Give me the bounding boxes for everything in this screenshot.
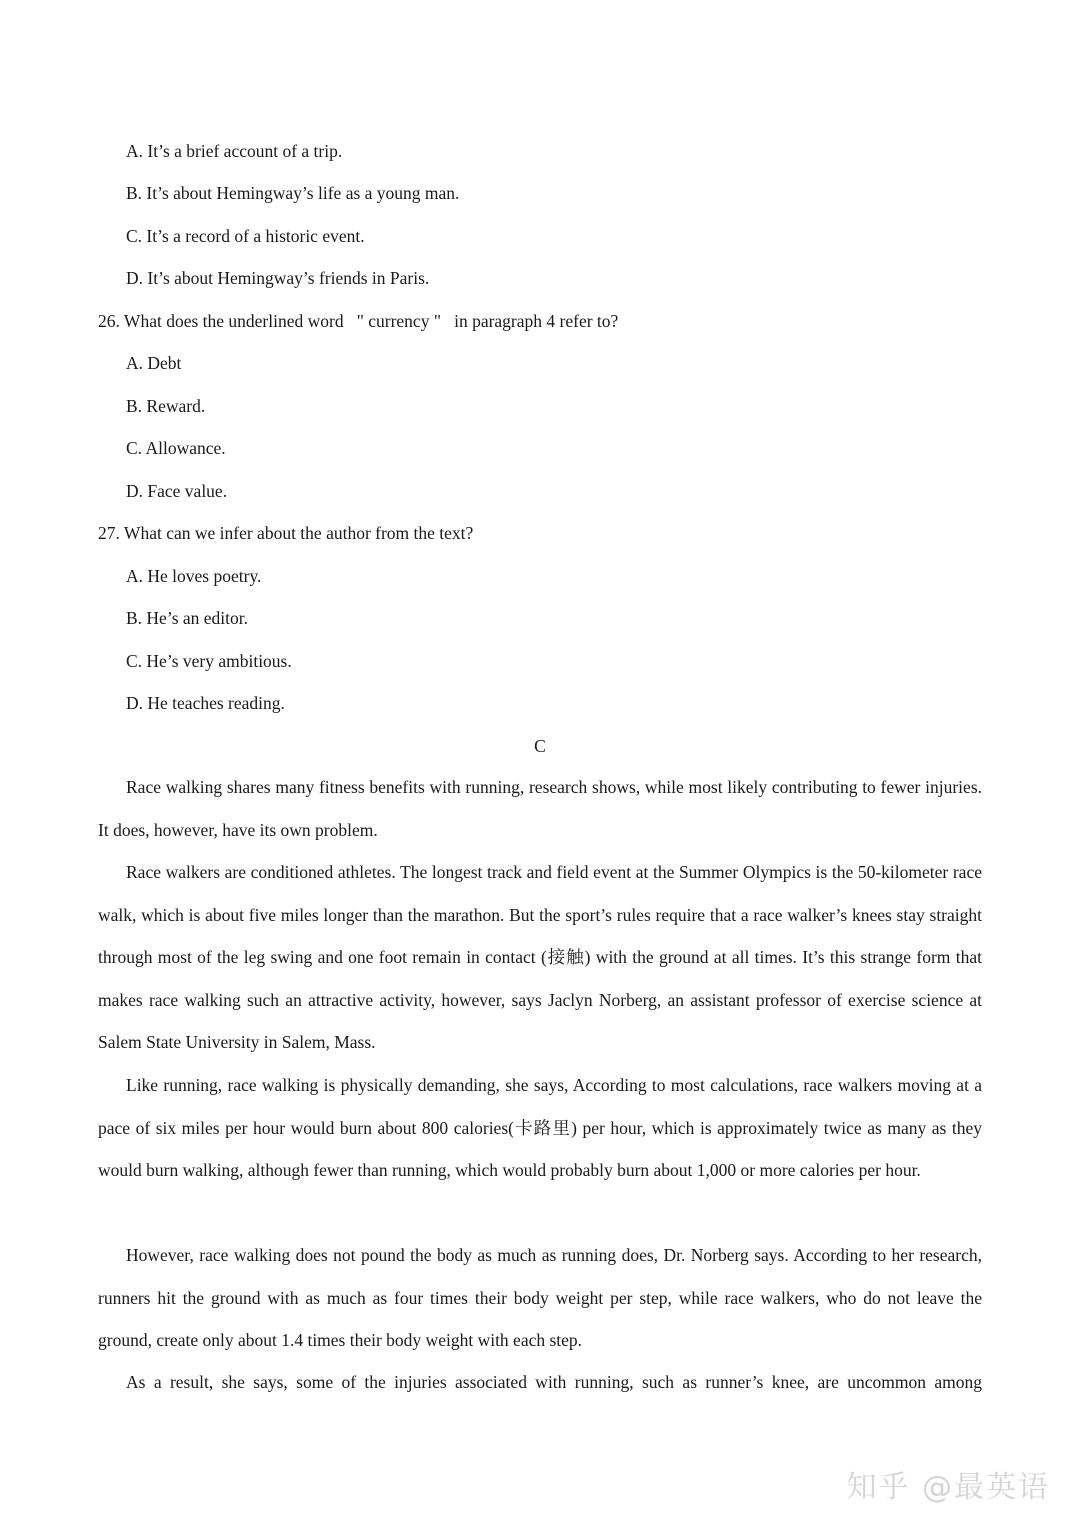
q27-option-c: C. He’s very ambitious. [126,651,292,671]
question-26: 26. What does the underlined word " currency " in paragraph 4 refer to? [98,311,619,331]
q26-option-b: B. Reward. [126,396,206,416]
q26-option-a: A. Debt [126,353,182,373]
q25-option-c: C. It’s a record of a historic event. [126,226,365,246]
section-c-heading: C [534,736,546,756]
zhihu-watermark: 知乎 @最英语 [846,1470,1050,1505]
q27-option-b: B. He’s an editor. [126,608,248,628]
q25-option-a: A. It’s a brief account of a trip. [126,141,343,161]
q26-option-c: C. Allowance. [126,438,226,458]
passage-paragraph-2: Race walkers are conditioned athletes. The longest track and field event at the Summer Olympics is the 50-kilometer race walk, which is about five miles longer than the marathon. But the sport’s rules require that a race walker’s knees stay straight through most of the leg swing and one foot remain in contact (接触) with the ground at all times. It’s this strange form that makes race walking such an attractive activity, however, says Jaclyn Norberg, an assistant professor of exercise science at Salem State University in Salem, Mass. [98,862,982,1053]
q27-option-d: D. He teaches reading. [126,693,285,713]
passage-paragraph-3: Like running, race walking is physically demanding, she says, According to most calculations, race walkers moving at a pace of six miles per hour would burn about 800 calories(卡路里) per hour, which is approximately twice as many as they would burn walking, although fewer than running, which would probably burn about 1,000 or more calories per hour. [98,1075,982,1181]
q25-option-b: B. It’s about Hemingway’s life as a young man. [126,183,460,203]
question-27: 27. What can we infer about the author from the text? [98,523,474,543]
q27-option-a: A. He loves poetry. [126,566,262,586]
passage-paragraph-5: As a result, she says, some of the injuries associated with running, such as runner’s knee, are uncommon among [126,1372,982,1392]
passage-paragraph-4: However, race walking does not pound the body as much as running does, Dr. Norberg says. According to her research, runners hit the ground with as much as four times their body weight per step, while race walkers, who do not leave the ground, create only about 1.4 times their body weight with each step. [98,1245,982,1351]
q25-option-d: D. It’s about Hemingway’s friends in Paris. [126,268,430,288]
q26-option-d: D. Face value. [126,481,228,501]
passage-paragraph-1: Race walking shares many fitness benefits with running, research shows, while most likely contributing to fewer injuries. It does, however, have its own problem. [98,777,982,840]
